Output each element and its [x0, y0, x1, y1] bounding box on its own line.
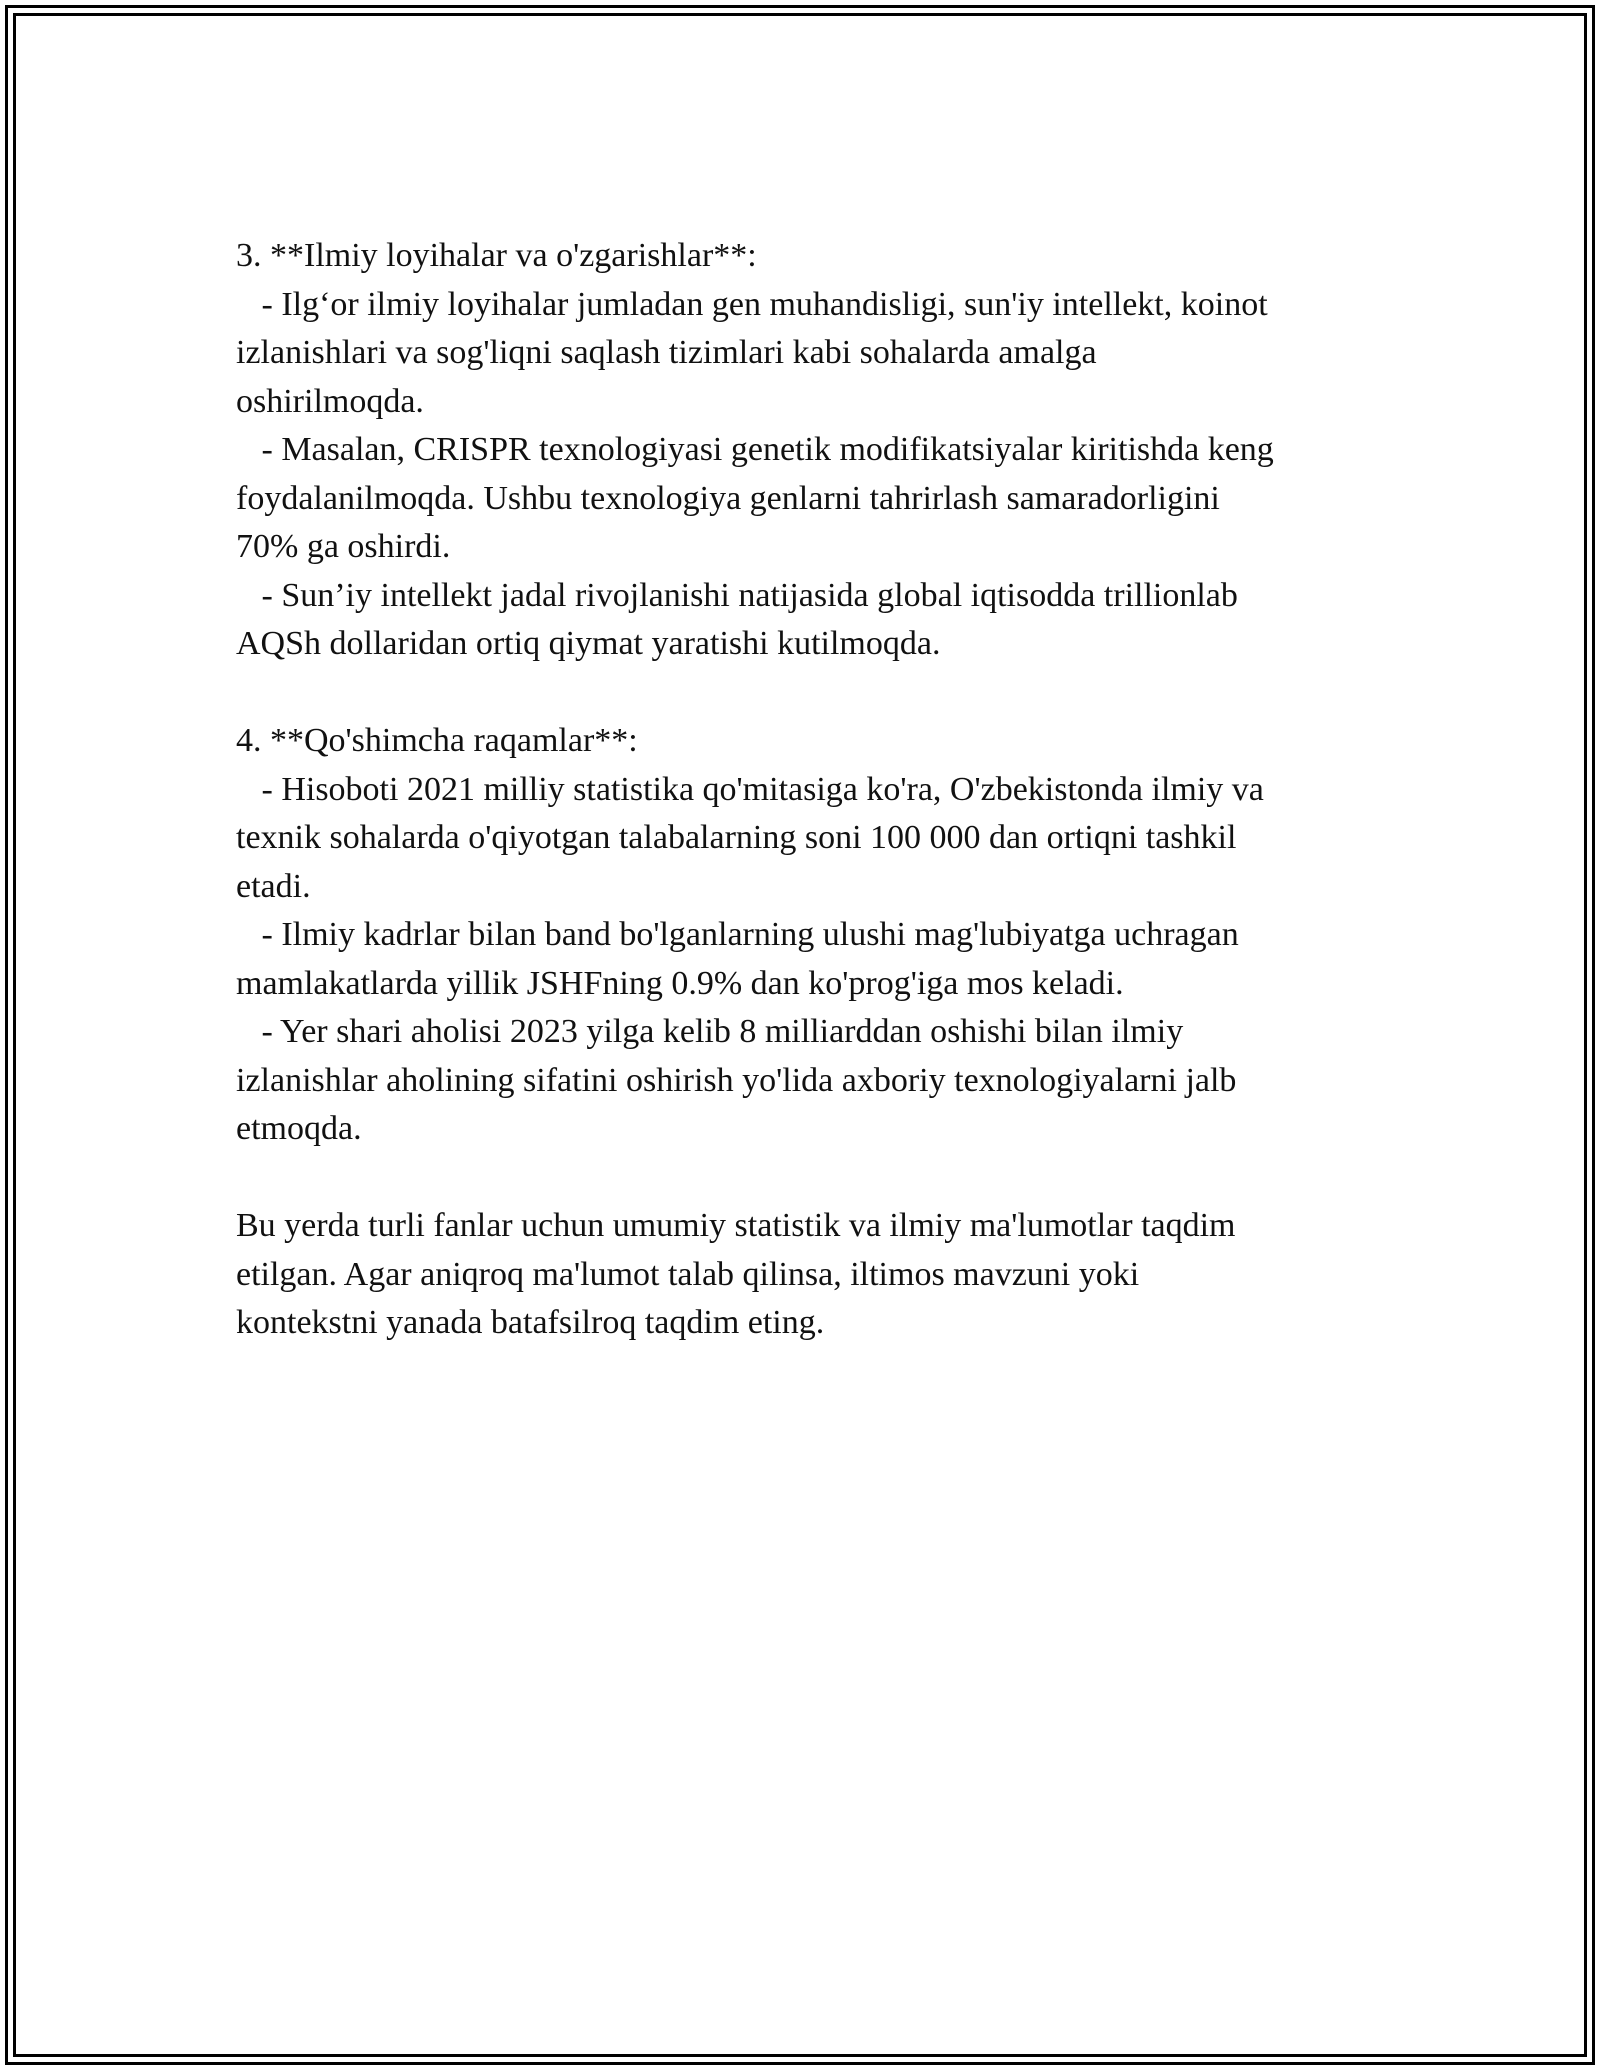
- section-4-line: etadi.: [236, 867, 311, 905]
- section-3-line: - Sun’iy intellekt jadal rivojlanishi natijasida global iqtisodda trillionlab: [236, 576, 1238, 614]
- section-3-line: - Ilg‘or ilmiy loyihalar jumladan gen muhandisligi, sun'iy intellekt, koinot: [236, 285, 1268, 323]
- paragraph-gap: [236, 669, 1376, 718]
- section-4-line: etmoqda.: [236, 1110, 362, 1147]
- section-4-heading: 4. **Qo'shimcha raqamlar**:: [236, 722, 638, 759]
- section-3-line: oshirilmoqda.: [236, 382, 424, 420]
- section-3-line: izlanishlari va sog'liqni saqlash tizimlari kabi sohalarda amalga: [236, 334, 1097, 371]
- closing-paragraph: [236, 1202, 1376, 1348]
- section-4-line: - Hisoboti 2021 milliy statistika qo'mitasiga ko'ra, O'zbekistonda ilmiy va: [236, 770, 1264, 808]
- closing-line: etilgan. Agar aniqroq ma'lumot talab qilinsa, iltimos mavzuni yoki: [236, 1255, 1140, 1293]
- section-3-line: AQSh dollaridan ortiq qiymat yaratishi kutilmoqda.: [236, 625, 941, 662]
- section-3-line: foydalanilmoqda. Ushbu texnologiya genlarni tahrirlash samaradorligini: [236, 479, 1220, 517]
- section-4-line: - Ilmiy kadrlar bilan band bo'lganlarning ulushi mag'lubiyatga uchragan: [236, 916, 1239, 953]
- section-4-line: - Yer shari aholisi 2023 yilga kelib 8 milliarddan oshishi bilan ilmiy: [236, 1013, 1184, 1050]
- section-3-line: 70% ga oshirdi.: [236, 528, 451, 565]
- section-3-line: - Masalan, CRISPR texnologiyasi genetik modifikatsiyalar kiritishda keng: [236, 431, 1274, 468]
- closing-line: kontekstni yanada batafsilroq taqdim eting.: [236, 1304, 825, 1341]
- section-3-heading: 3. **Ilmiy loyihalar va o'zgarishlar**:: [236, 237, 757, 274]
- document-body: [236, 232, 1376, 1348]
- section-4-line: mamlakatlarda yillik JSHFning 0.9% dan ko'prog'iga mos keladi.: [236, 964, 1124, 1002]
- section-4-line: texnik sohalarda o'qiyotgan talabalarning soni 100 000 dan ortiqni tashkil: [236, 819, 1237, 856]
- section-4: [236, 717, 1376, 1154]
- closing-line: Bu yerda turli fanlar uchun umumiy statistik va ilmiy ma'lumotlar taqdim: [236, 1207, 1236, 1244]
- section-4-line: izlanishlar aholining sifatini oshirish yo'lida axboriy texnologiyalarni jalb: [236, 1061, 1237, 1099]
- paragraph-gap: [236, 1154, 1376, 1203]
- section-3: [236, 232, 1376, 669]
